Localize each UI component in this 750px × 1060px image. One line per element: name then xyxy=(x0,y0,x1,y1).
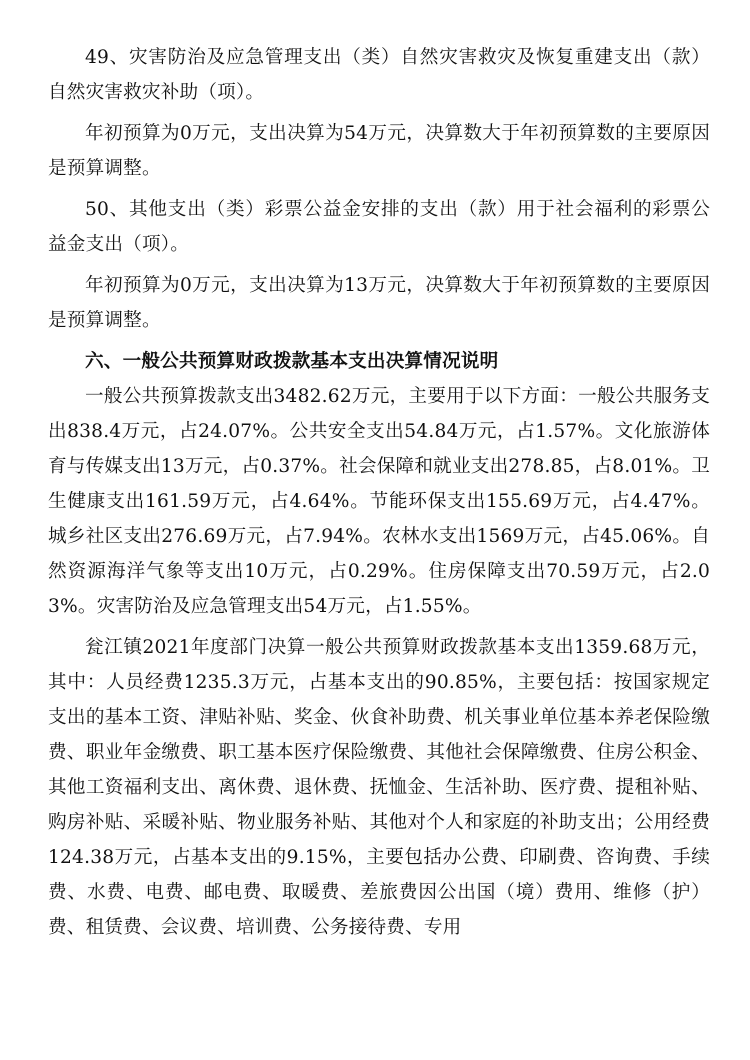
paragraph-item-50-title: 50、其他支出（类）彩票公益金安排的支出（款）用于社会福利的彩票公益金支出（项）。 xyxy=(48,199,710,255)
section-heading-six: 六、一般公共预算财政拨款基本支出决算情况说明 xyxy=(85,351,499,372)
paragraph-item-50-body: 年初预算为0万元，支出决算为13万元，决算数大于年初预算数的主要原因是预算调整。 xyxy=(48,275,710,331)
document-page xyxy=(48,40,710,945)
paragraph-basic-expenditure: 瓮江镇2021年度部门决算一般公共预算财政拨款基本支出1359.68万元，其中：人员经费1235.3万元，占基本支出的90.85%，主要包括：按国家规定支出的基本工资、津贴补贴、奖金、伙食补助费、机关事业单位基本养老保险缴费、职业年金缴费、职工基本医疗保险缴费、其他社会保障缴费、住房公积金、其他工资福利支出、离休费、退休费、抚恤金、生活补助、医疗费、提租补贴、购房补贴、采暖补贴、物业服务补贴、其他对个人和家庭的补助支出；公用经费124.38万元，占基本支出的9.15%，主要包括办公费、印刷费、咨询费、手续费、水费、电费、邮电费、取暖费、差旅费因公出国（境）费用、维修（护）费、租赁费、会议费、培训费、公务接待费、专用 xyxy=(48,637,710,938)
paragraph-expenditure-summary: 一般公共预算拨款支出3482.62万元，主要用于以下方面：一般公共服务支出838.4万元，占24.07%。公共安全支出54.84万元，占1.57%。文化旅游体育与传媒支出13万元，占0.37%。社会保障和就业支出278.85，占8.01%。卫生健康支出161.59万元，占4.64%。节能环保支出155.69万元，占4.47%。城乡社区支出276.69万元，占7.94%。农林水支出1569万元，占45.06%。自然资源海洋气象等支出10万元，占0.29%。住房保障支出70.59万元，占2.03%。灾害防治及应急管理支出54万元，占1.55%。 xyxy=(48,386,710,617)
paragraph-item-49-body: 年初预算为0万元，支出决算为54万元，决算数大于年初预算数的主要原因是预算调整。 xyxy=(48,123,710,179)
paragraph-item-49-title: 49、灾害防治及应急管理支出（类）自然灾害救灾及恢复重建支出（款）自然灾害救灾补助（项）。 xyxy=(48,47,710,103)
